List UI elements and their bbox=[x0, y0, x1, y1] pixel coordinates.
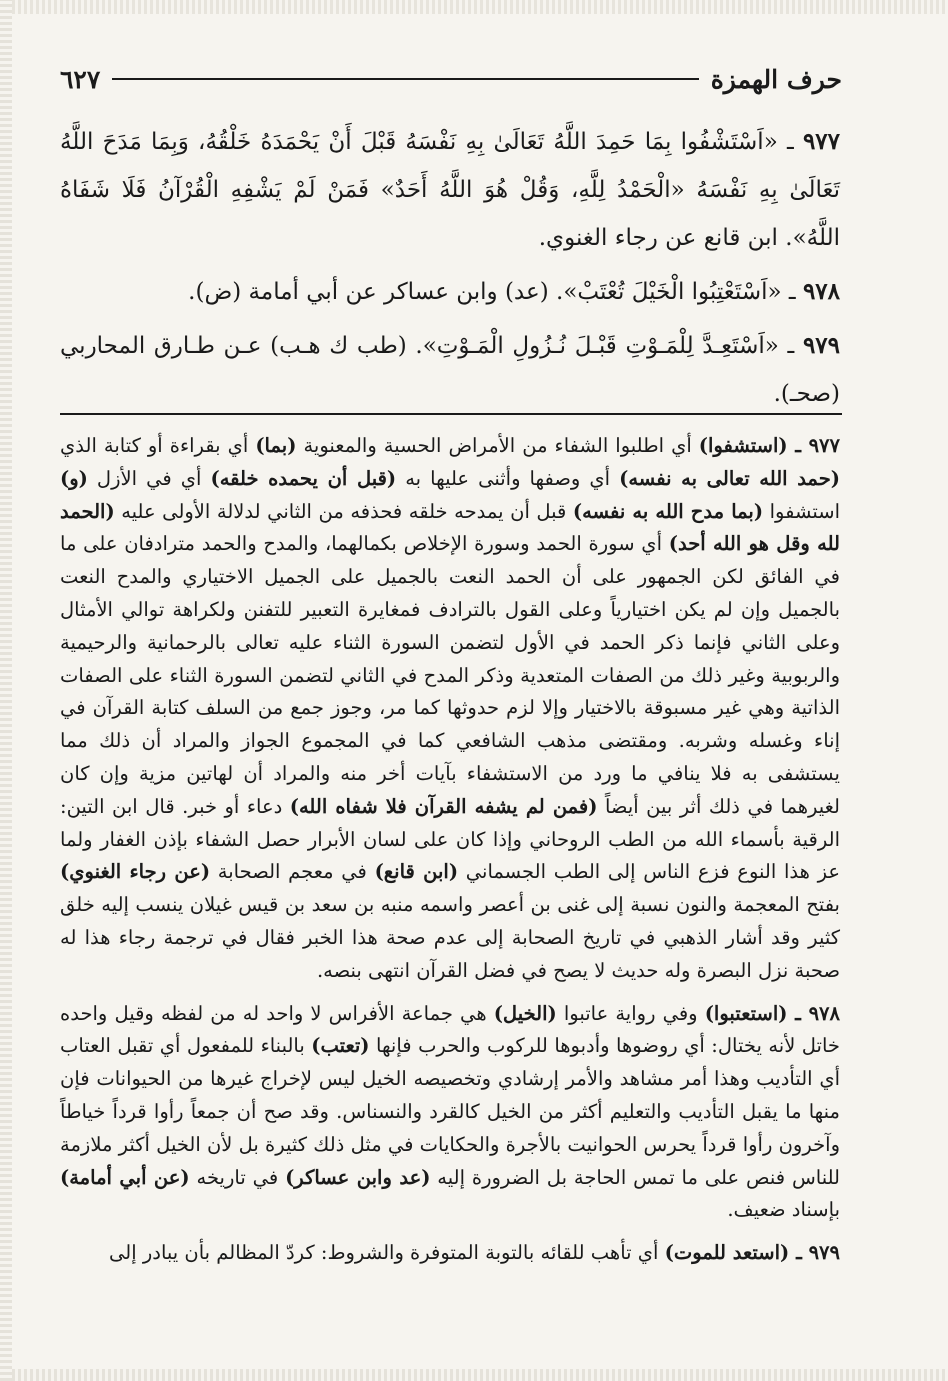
commentary-text: أي سورة الحمد وسورة الإخلاص بكمالهما، والمدح والحمد مترادفان على ما في الفائق لكن الجمهور على أن الحمد النعت بالجميل على الجميل الاختياري والمدح النعت بالجميل وإن لم يكن اختيارياً وعلى القول بالترادف فمغايرة التعبير للتفنن ولكراهة توالي الأمثال وعلى الثاني فإنما ذكر الحمد في الأول لتضمن السورة الثناء عليه تعالى بالرحمانية والرحيمية والربوبية وغير ذلك من الصفات المتعدية وذكر المدح في الثاني لتضمن السورة الثناء على الصفات الذاتية وهي غير مسبوقة بالاختيار وإلا لزم حدوثها كما مر، وجوز جمع من السلف كتابة القرآن في إناء وغسله وشربه. ومقتضى مذهب الشافعي كما في المجموع الجواز والمراد أن ذلك مما يستشفى به فلا ينافي ما ورد من الاستشفاء بآيات أخر منه والمراد أن لهاتين مزية وإن كان لغيرهما في ذلك أثر بين أيضاً bbox=[60, 532, 840, 818]
hadith-number: ٩٧٧ bbox=[802, 128, 840, 155]
hadith-body: ـ «اَسْتَشْفُوا بِمَا حَمِدَ اللَّهُ تَعَالَىٰ بِهِ نَفْسَهُ قَبْلَ أَنْ يَحْمَدَهُ خَلْقُهُ، وَبِمَا مَدَحَ اللَّهُ تَعَالَىٰ بِهِ نَفْسَهُ «الْحَمْدُ لِلَّهِ، وَقُلْ هُوَ اللَّهُ أَحَدٌ» فَمَنْ لَمْ يَشْفِهِ الْقُرْآنُ فَلَا شَفَاهُ اللَّهُ». ابن قانع عن رجاء الغنوي. bbox=[60, 129, 840, 251]
commentary-keyword: (بما مدح الله به نفسه) bbox=[572, 499, 764, 523]
commentary-text: قبل أن يمدحه خلقه فحذفه من الثاني لدلالة الأولى عليه bbox=[114, 499, 573, 523]
commentary-text: أي تأهب للقائه بالتوبة المتوفرة والشروط: كردّ المظالم بأن يبادر إلى bbox=[109, 1241, 665, 1265]
commentary-keyword: ٩٧٧ ـ (استشفوا) bbox=[698, 434, 840, 457]
commentary-keyword: (بما) bbox=[255, 434, 297, 457]
scan-edge-left bbox=[0, 0, 12, 1381]
commentary-text: بالبناء للمفعول أي تقبل العتاب أي التأديب وهذا أمر مشاهد والأمر إرشادي وتخصيصه الخيل ليس لإخراج غيرها من الحيوانات فإن منها ما يقبل التأديب والتعليم أكثر من الخيل كالقرد والنسناس. وقد صح أن جمعاً رأوا قرداً خياطاً وآخرون رأوا قرداً يحرس الحوانيت بالأجرة والحكايات في مثل ذلك كثيرة بل لأن الخيل أكثر ملازمة للناس فنص على ما تمس الحاجة بل الضرورة إليه bbox=[60, 1034, 840, 1189]
scan-edge-top bbox=[0, 0, 948, 14]
page-number: ٦٢٧ bbox=[60, 64, 101, 94]
running-header bbox=[60, 62, 842, 96]
hadith-entry bbox=[60, 322, 840, 418]
commentary-keyword: (عن رجاء الغنوي) bbox=[60, 860, 211, 884]
commentary-section bbox=[60, 430, 840, 1280]
commentary-keyword: (قبل أن يحمده خلقه) bbox=[210, 466, 397, 490]
commentary-text: أي اطلبوا الشفاء من الأمراض الحسية والمعنوية bbox=[296, 434, 699, 457]
hadith-number: ٩٧٨ bbox=[802, 278, 840, 305]
commentary-text: استشفوا bbox=[763, 499, 840, 523]
commentary-keyword: (فمن لم يشفه القرآن فلا شفاه الله) bbox=[289, 794, 598, 818]
commentary-keyword: (الحمد لله وقل هو الله أحد) bbox=[60, 499, 840, 556]
hadith-body: ـ «اَسْتَعْتِبُوا الْخَيْلَ تُعْتَبْ». (عد) وابن عساكر عن أبي أمامة (ض). bbox=[188, 279, 803, 305]
commentary-keyword: (عد وابن عساكر) bbox=[285, 1165, 431, 1189]
commentary-text: أي في الأزل bbox=[87, 466, 211, 490]
commentary-keyword: (ابن قانع) bbox=[374, 860, 459, 884]
commentary-keyword: ٩٧٩ ـ (استعد للموت) bbox=[664, 1241, 840, 1265]
commentary-keyword: (و) bbox=[60, 466, 88, 490]
commentary-paragraph bbox=[60, 430, 840, 988]
header-rule bbox=[112, 78, 698, 80]
commentary-keyword: (الخيل) bbox=[493, 1001, 557, 1025]
chapter-title: حرف الهمزة bbox=[710, 64, 842, 94]
hadith-number: ٩٧٩ bbox=[802, 332, 840, 359]
commentary-text: بإسناد ضعيف. bbox=[727, 1198, 840, 1222]
commentary-text: وفي رواية عاتبوا bbox=[556, 1001, 705, 1025]
commentary-keyword: (حمد الله تعالى به نفسه) bbox=[619, 466, 840, 490]
hadith-text-section bbox=[60, 118, 840, 424]
commentary-keyword: (تعتب) bbox=[311, 1034, 370, 1058]
hadith-entry bbox=[60, 118, 840, 262]
commentary-paragraph bbox=[60, 1237, 840, 1270]
commentary-text: بفتح المعجمة والنون نسبة إلى غنى بن أعصر واسمه منبه بن سعد بن قيس غيلان ينسب إليه خلق كثير وقد أشار الذهبي في تاريخ الصحابة إلى عدم صحة هذا الخبر فقال في ترجمة رجاء هذا له صحبة نزل البصرة وله حديث لا يصح في فضل القرآن انتهى بنصه. bbox=[60, 893, 840, 982]
hadith-entry bbox=[60, 268, 840, 316]
commentary-text: في معجم الصحابة bbox=[210, 860, 375, 884]
commentary-text: هي جماعة الأفراس لا واحد له من لفظه وقيل واحده خاتل لأنه يختال: أي روضوها وأدبوها للركوب والحرب فإنها bbox=[60, 1001, 840, 1058]
commentary-text: أي بقراءة أو كتابة الذي bbox=[60, 434, 256, 457]
section-divider bbox=[60, 413, 842, 415]
commentary-text: أي وصفها وأثنى عليها به bbox=[396, 466, 620, 490]
commentary-keyword: ٩٧٨ ـ (استعتبوا) bbox=[704, 1001, 840, 1025]
commentary-paragraph bbox=[60, 998, 840, 1228]
scan-edge-bottom bbox=[0, 1369, 948, 1381]
hadith-body: ـ «اَسْتَعِـدَّ لِلْمَـوْتِ قَبْـلَ نُـزُولِ الْمَـوْتِ». (طب ك هـب) عـن طـارق المحاربي (صحـ). bbox=[60, 333, 840, 407]
commentary-text: دعاء أو خبر. قال ابن التين: الرقية بأسماء الله من الطب الروحاني وإذا كان على لسان الأبرار حصل الشفاء بإذن الغفار ولما عز هذا النوع فزع الناس إلى الطب الجسماني bbox=[60, 794, 840, 884]
commentary-keyword: (عن أبي أمامة) bbox=[60, 1165, 190, 1189]
commentary-text: في تاريخه bbox=[189, 1165, 286, 1189]
